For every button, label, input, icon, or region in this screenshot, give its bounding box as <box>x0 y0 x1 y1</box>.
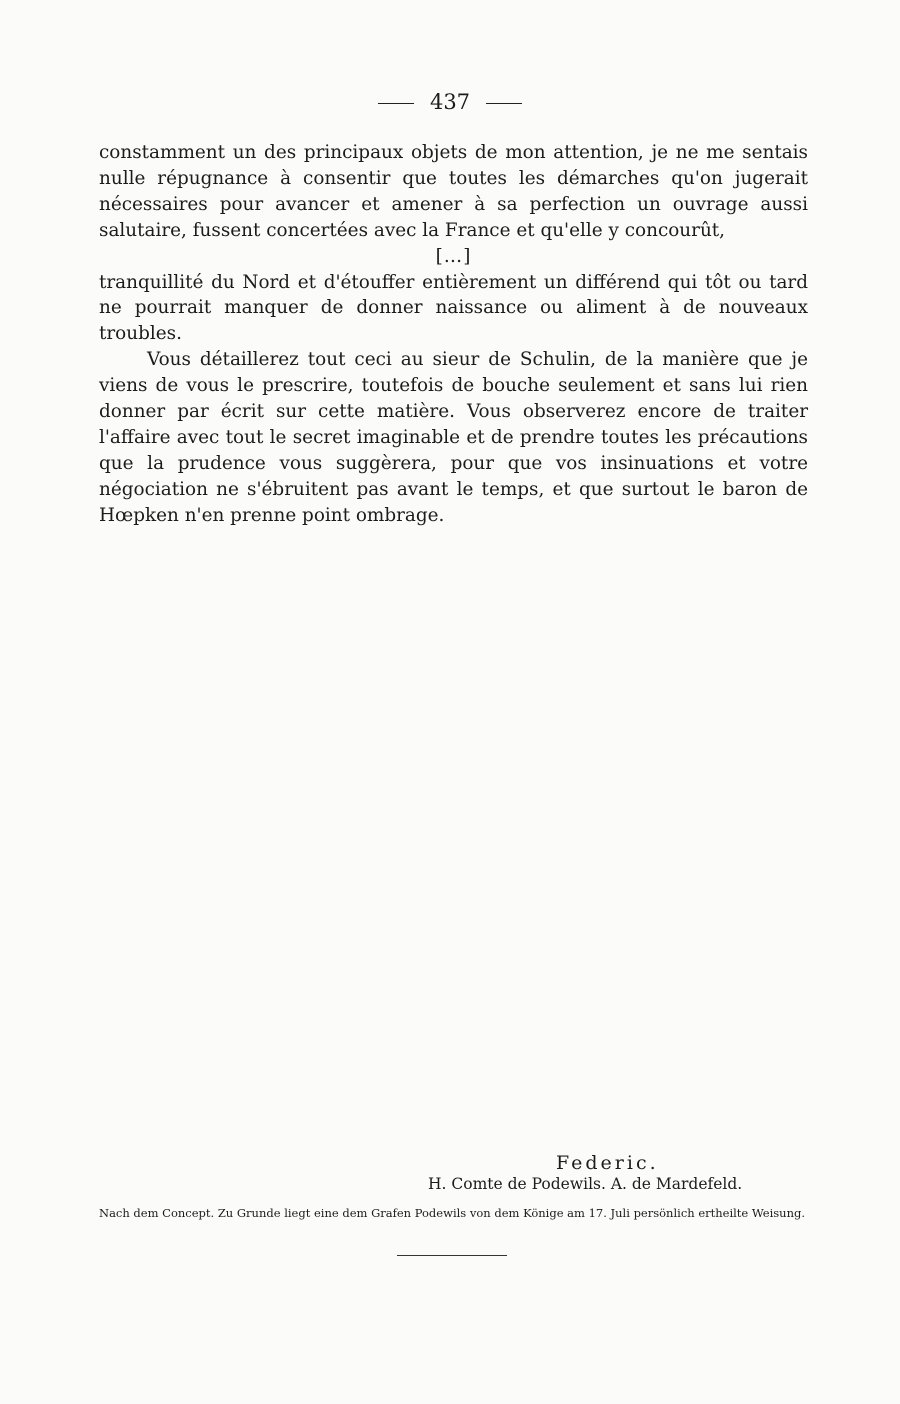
header-rule-right <box>486 103 522 104</box>
page-header <box>0 90 900 114</box>
paragraph-2: Vous détaillerez tout ceci au sieur de Schulin, de la manière que je viens de vous le prescrire, toutefois de bouche seulement et sans lui rien donner par écrit sur cette matière. Vous observerez encore de traiter l'affaire avec tout le secret imaginable et de prendre toutes les précautions que la prudence vous suggèrera, pour que vos insinuations et votre négociation ne s'ébruitent pas avant le temps, et que surtout le baron de Hœpken n'en prenne point ombrage. <box>99 349 808 526</box>
header-rule-left <box>378 103 414 104</box>
paragraph-1-omitted: […] <box>435 245 472 267</box>
letter-body <box>99 140 808 529</box>
end-rule <box>397 1255 507 1256</box>
signature: Federic. <box>556 1152 659 1174</box>
footnote: Nach dem Concept. Zu Grunde liegt eine dem Grafen Podewils von dem Könige am 17. Juli persönlich ertheilte Weisung. <box>99 1206 805 1220</box>
page-number: 437 <box>429 90 471 114</box>
countersignatures: H. Comte de Podewils. A. de Mardefeld. <box>428 1175 743 1193</box>
paragraph-1-head: constamment un des principaux objets de mon attention, je ne me sentais nulle répugnance à consentir que toutes les démarches qu'on jugerait nécessaires pour avancer et amener à sa perfection un ouvrage aussi salutaire, fussent concertées avec la France et qu'elle y concourût, <box>99 142 808 241</box>
paragraph-1-tail: tranquillité du Nord et d'étouffer entièrement un différend qui tôt ou tard ne pourrait manquer de donner naissance ou aliment à de nouveaux troubles. <box>99 271 808 345</box>
